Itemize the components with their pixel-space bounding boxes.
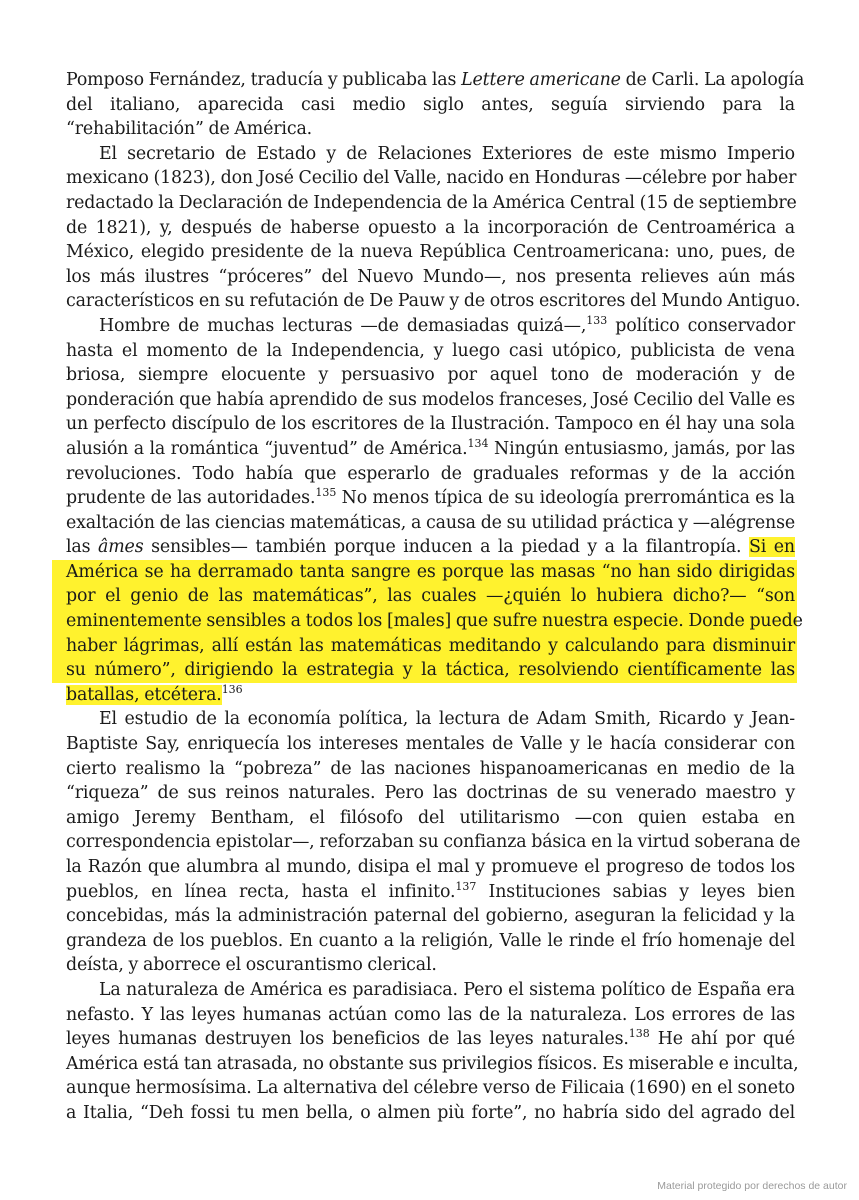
text-line [66,486,795,511]
text-run: “rehabilitación” de América. [66,119,313,140]
text-line [66,732,795,757]
text-line [66,412,795,437]
text-run: Ningún entusiasmo, jamás, por las [488,438,795,459]
footnote-ref: 135 [315,486,337,500]
text-line [66,388,795,413]
text-run: nefasto. Y las leyes humanas actúan como las de la naturaleza. Los errores de las [66,1004,795,1025]
text-run: del italiano, aparecida casi medio siglo antes, seguía sirviendo para la [66,94,795,115]
paragraph [66,707,801,978]
text-line [66,363,795,388]
text-run: Baptiste Say, enriquecía los intereses mentales de Valle y le hacía considerar con [66,734,795,755]
text-line [66,855,795,880]
text-run: La naturaleza de América es paradisiaca. Pero el sistema político de España era [99,979,795,1000]
copyright-footer: Material protegido por derechos de autor [657,1180,847,1192]
text-run: de 1821), y, después de haberse opuesto a la incorporación de Centroamérica a [66,217,795,238]
text-line [66,1003,795,1028]
text-run: alusión a la romántica “juventud” de América. [66,438,468,459]
paragraph [66,313,803,708]
text-run: México, elegido presidente de la nueva República Centroamericana: uno, pues, de [66,242,795,263]
text-run: un perfecto discípulo de los escritores de la Ilustración. Tampoco en él hay una sola [66,414,795,435]
paragraph [66,142,801,314]
text-line [66,511,795,536]
footnote-ref: 138 [628,1027,650,1041]
text-line [66,339,795,364]
text-line [66,437,795,462]
text-line [66,683,795,708]
text-line [66,314,795,339]
text-run: grandeza de los pueblos. En cuanto a la religión, Valle le rinde el frío homenaje del [66,930,795,951]
text-run: haber lágrimas, allí están las matemáticas meditando y calculando para disminuir [66,635,795,656]
text-run: deísta, y aborrece el oscurantismo clerical. [66,955,437,976]
text-run: He ahí por qué [649,1029,795,1050]
footnote-ref: 136 [221,682,243,696]
footnote-ref: 134 [467,436,489,450]
text-line [66,953,795,978]
text-line [66,929,795,954]
text-run: redactado la Declaración de Independencia de la América Central (15 de septiembre [66,192,797,213]
text-line [66,289,801,314]
highlighted-text: Si en [749,537,795,558]
text-line [66,806,795,831]
text-run: prudente de las autoridades. [66,488,316,509]
text-run: por el genio de las matemáticas”, las cuales —¿quién lo hubiera dicho?— “son [66,586,795,607]
text-run: concebidas, más la administración paternal del gobierno, aseguran la felicidad y la [66,906,795,927]
text-run: Hombre de muchas lecturas —de demasiadas quizá—, [99,315,587,336]
highlighted-line [52,560,797,585]
text-line [66,978,795,1003]
text-line [66,142,795,167]
text-run: su número”, dirigiendo la estrategia y la táctica, resolviendo científicamente las [66,660,795,681]
text-line [66,1076,795,1101]
text-run: hasta el momento de la Independencia, y luego casi utópico, publicista de vena [66,340,795,361]
footnote-ref: 137 [455,879,477,893]
text-run: Instituciones sabias y leyes bien [476,881,795,902]
text-run: cierto realismo la “pobreza” de las naciones hispanoamericanas en medio de la [66,758,795,779]
text-run: sensibles— también porque inducen a la piedad y a la filantropía. [143,537,750,558]
text-run: pueblos, en línea recta, hasta el infinito. [66,881,456,902]
text-run: de Carli. La apología [620,70,805,90]
text-run: América está tan atrasada, no obstante sus privilegios físicos. Es miserable e inculta, [66,1053,799,1074]
document-body [66,68,805,1126]
text-line [66,535,795,560]
text-run: político conservador [607,315,795,336]
text-line [66,830,801,855]
highlighted-line [52,634,797,659]
text-line [66,757,795,782]
text-line [66,117,795,142]
text-run: ponderación que había aprendido de sus modelos franceses, José Cecilio del Valle es [66,389,795,410]
text-run: a Italia, “Deh fossi tu men bella, o almen più forte”, no habría sido del agrado del [66,1102,795,1123]
text-run: Pomposo Fernández, traducía y publicaba las [66,70,462,90]
text-run: característicos en su refutación de De Pauw y de otros escritores del Mundo Antiguo. [66,291,801,312]
text-line [66,781,795,806]
text-run: eminentemente sensibles a todos los [males] que sufre nuestra especie. Donde puede [66,611,803,632]
highlighted-text: batallas, etcétera. [66,684,222,705]
highlighted-line [52,658,797,683]
text-run: El secretario de Estado y de Relaciones Exteriores de este mismo Imperio [99,143,795,164]
text-line [66,166,795,191]
text-line [66,240,795,265]
highlighted-line [52,584,797,609]
text-line [66,68,805,93]
text-run: aunque hermosísima. La alternativa del célebre verso de Filicaia (1690) en el soneto [66,1078,795,1099]
text-run: los más ilustres “próceres” del Nuevo Mundo—, nos presenta relieves aún más [66,266,795,287]
text-run: “riqueza” de sus reinos naturales. Pero las doctrinas de su venerado maestro y [66,783,795,804]
text-run: exaltación de las ciencias matemáticas, a causa de su utilidad práctica y —alégrense [66,512,795,533]
text-run: las [66,537,98,558]
italic-title: âmes [98,537,144,558]
text-line [66,707,795,732]
text-line [66,191,795,216]
paragraph [66,68,805,142]
text-line [66,1052,799,1077]
text-run: amigo Jeremy Bentham, el filósofo del utilitarismo —con quien estaba en [66,807,795,828]
italic-title: Lettere americane [461,70,621,90]
text-run: leyes humanas destruyen los beneficios de las leyes naturales. [66,1029,629,1050]
text-line [66,462,795,487]
text-run: briosa, siempre elocuente y persuasivo por aquel tono de moderación y de [66,365,795,386]
text-run: No menos típica de su ideología prerromántica es la [336,488,795,509]
text-line [66,904,795,929]
text-run: correspondencia epistolar—, reforzaban su confianza básica en la virtud soberana de [66,832,801,853]
text-line [66,93,795,118]
highlighted-line [52,609,803,634]
text-line [66,265,795,290]
text-run: El estudio de la economía política, la lectura de Adam Smith, Ricardo y Jean- [99,709,795,730]
text-line [66,1101,795,1126]
text-line [66,1027,795,1052]
text-line [66,880,795,905]
text-run: mexicano (1823), don José Cecilio del Valle, nacido en Honduras —célebre por haber [66,168,797,189]
text-line [66,216,795,241]
text-run: revoluciones. Todo había que esperarlo de graduales reformas y de la acción [66,463,795,484]
footnote-ref: 133 [586,313,608,327]
text-run: América se ha derramado tanta sangre es porque las masas “no han sido dirigidas [66,561,795,582]
paragraph [66,978,799,1126]
text-run: la Razón que alumbra al mundo, disipa el mal y promueve el progreso de todos los [66,857,795,877]
